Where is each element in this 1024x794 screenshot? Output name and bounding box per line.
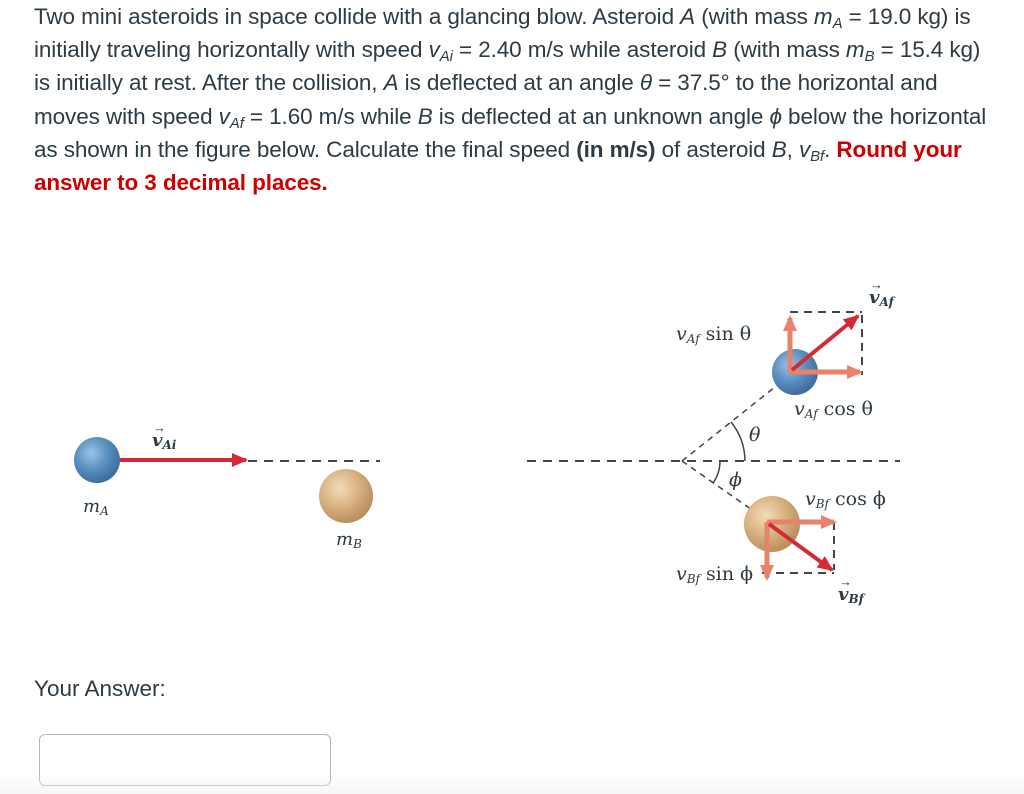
- label-ma: mA: [83, 496, 109, 518]
- label-vbf-arrow: →: [839, 574, 852, 589]
- label-vbf-sin-phi: vBf sin ϕ: [676, 563, 754, 586]
- label-vbf-cos-phi: vBf cos ϕ: [805, 488, 886, 511]
- answer-input[interactable]: [39, 734, 331, 786]
- label-theta: θ: [749, 424, 761, 446]
- label-vaf-arrow: →: [870, 277, 883, 292]
- phi-arc: [713, 461, 720, 483]
- after-collision-group: [527, 277, 900, 606]
- label-vaf-cos-theta: vAf cos θ: [794, 398, 873, 421]
- theta-arc: [731, 422, 745, 461]
- vaf-arrow: [792, 316, 858, 370]
- label-phi: ϕ: [729, 469, 742, 491]
- label-vaf-sin-theta: vAf sin θ: [676, 323, 752, 346]
- label-vaf: vAf: [869, 287, 894, 309]
- collision-figure: [0, 250, 1024, 620]
- label-vai: vAi: [152, 430, 177, 452]
- asteroid-a-initial: [74, 437, 120, 483]
- label-vbf: vBf: [838, 584, 864, 606]
- problem-statement: Two mini asteroids in space collide with a glancing blow. Asteroid A (with mass $m_A = 19.0$ kg) is initially traveling horizontally with speed $v_{Ai} = 2.40$ m/s while asteroid B (with mass $m_B = 15.4$ kg) is initially at rest. After the collision, A is deflected at an angle θ = 37.5° to the horizontal and moves with speed $v_{Af} = 1.60$ m/s while B is deflected at an unknown angle ϕ below the horizontal as shown in the figure below. Calculate the final speed (in m/s) of asteroid B, $v_{Bf}$. Round your answer to 3 decimal places.: [34, 4, 987, 196]
- label-vai-arrow: →: [153, 420, 166, 435]
- before-collision-group: [74, 420, 380, 551]
- answer-label: Your Answer:: [34, 676, 166, 701]
- label-mb: mB: [336, 529, 362, 551]
- asteroid-b-initial: [319, 469, 373, 523]
